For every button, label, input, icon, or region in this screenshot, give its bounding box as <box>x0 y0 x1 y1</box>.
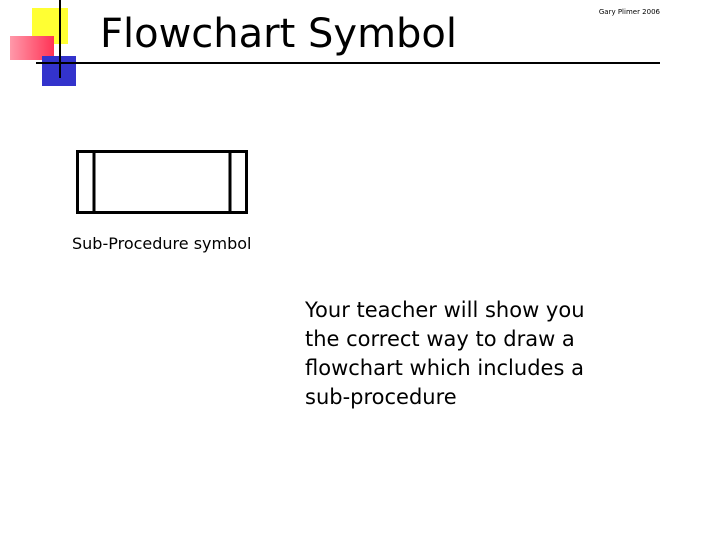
body-text: Your teacher will show you the correct way to draw a flowchart which includes a sub-procedure <box>305 298 585 409</box>
page-title: Flowchart Symbol <box>100 11 458 57</box>
decorative-squares-icon <box>0 0 90 90</box>
vertical-rule <box>59 0 61 78</box>
symbol-label: Sub-Procedure symbol <box>72 234 252 253</box>
title-rule <box>36 62 660 64</box>
sub-procedure-symbol-icon <box>76 150 248 214</box>
author-credit: Gary Plimer 2006 <box>598 8 660 16</box>
